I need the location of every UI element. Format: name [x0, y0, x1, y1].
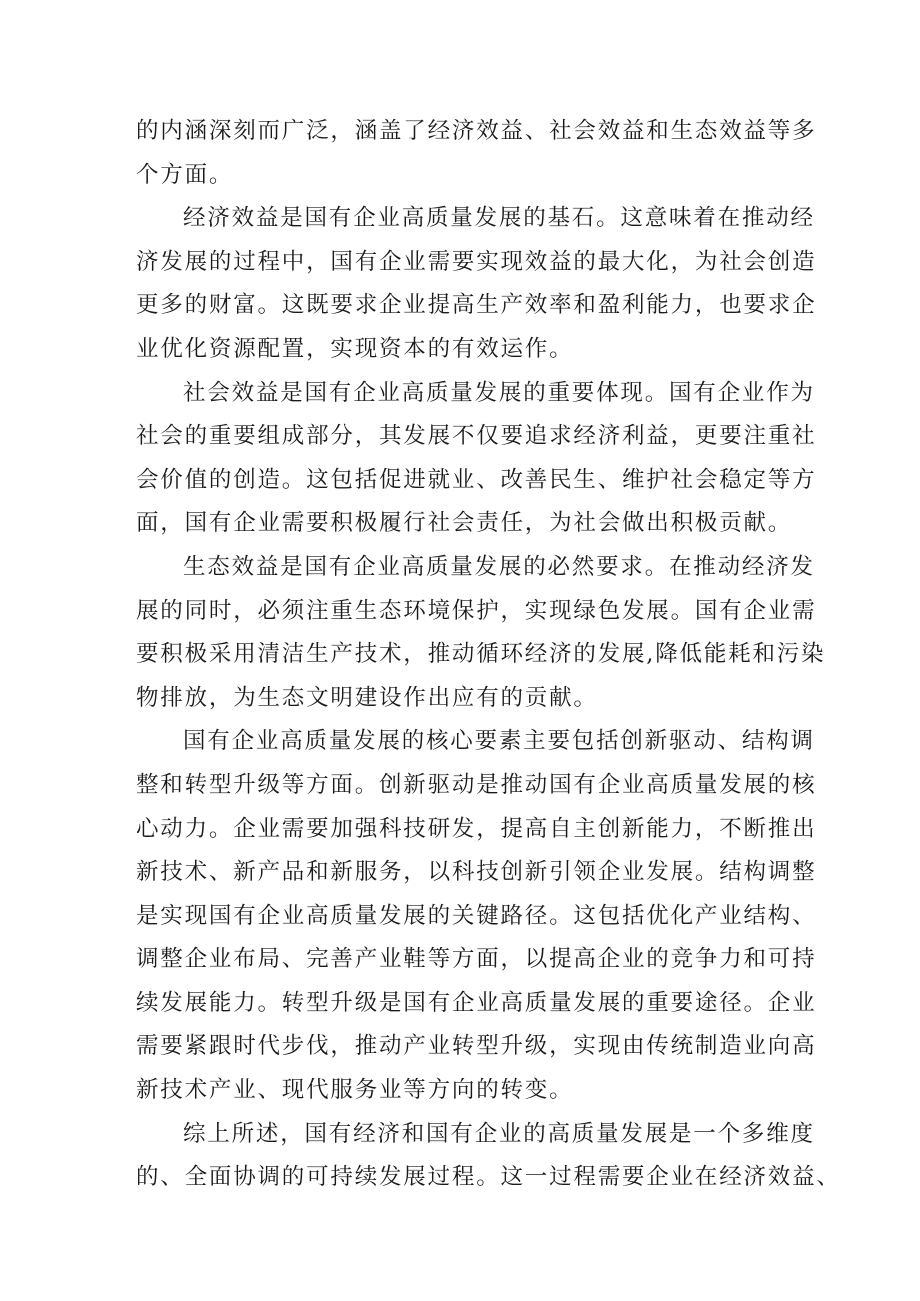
paragraph-2: [136, 197, 817, 371]
text-line: 调整企业布局、完善产业鞋等方面，以提高企业的竞争力和可持: [136, 946, 817, 973]
text-line: 社会效益是国有企业高质量发展的重要体现。国有企业作为: [183, 379, 815, 406]
text-line: 更多的财富。这既要求企业提高生产效率和盈利能力，也要求企: [136, 292, 817, 319]
paragraph-6: [136, 1113, 841, 1200]
paragraph-5: [136, 720, 817, 1112]
paragraph-3: [136, 372, 817, 546]
text-line: 综上所述，国有经济和国有企业的高质量发展是一个多维度: [183, 1120, 815, 1147]
text-line: 的内涵深刻而广泛，涵盖了经济效益、社会效益和生态效益等多: [136, 118, 817, 144]
document-body: [136, 110, 841, 1200]
text-line: 新技术、新产品和新服务，以科技创新引领企业发展。结构调整: [136, 859, 817, 886]
text-line: 会价值的创造。这包括促进就业、改善民生、维护社会稳定等方: [136, 466, 817, 493]
text-line: 物排放，为生态文明建设作出应有的贡献。: [136, 684, 598, 711]
paragraph-4: [136, 546, 826, 720]
text-line: 续发展能力。转型升级是国有企业高质量发展的重要途径。企业: [136, 989, 817, 1016]
text-line: 要积极采用清洁生产技术，推动循环经济的发展,降低能耗和污染: [136, 641, 826, 668]
text-line: 展的同时，必须注重生态环境保护，实现绿色发展。国有企业需: [136, 597, 817, 624]
text-line: 业优化资源配置，实现资本的有效运作。: [136, 335, 574, 362]
text-line: 心动力。企业需要加强科技研发，提高自主创新能力，不断推出: [136, 815, 817, 842]
text-line: 面，国有企业需要积极履行社会责任，为社会做出积极贡献。: [136, 510, 793, 537]
text-line: 的、全面协调的可持续发展过程。这一过程需要企业在经济效益、: [136, 1164, 841, 1191]
text-line: 是实现国有企业高质量发展的关键路径。这包括优化产业结构、: [136, 902, 817, 929]
text-line: 整和转型升级等方面。创新驱动是推动国有企业高质量发展的核: [136, 771, 817, 798]
text-line: 经济效益是国有企业高质量发展的基石。这意味着在推动经: [183, 205, 815, 232]
text-line: 生态效益是国有企业高质量发展的必然要求。在推动经济发: [183, 553, 815, 580]
text-line: 需要紧跟时代步伐，推动产业转型升级，实现由传统制造业向高: [136, 1033, 817, 1060]
text-line: 国有企业高质量发展的核心要素主要包括创新驱动、结构调: [183, 728, 815, 755]
text-line: 新技术产业、现代服务业等方向的转变。: [136, 1077, 574, 1104]
text-line: 个方面。: [136, 161, 234, 188]
text-line: 济发展的过程中，国有企业需要实现效益的最大化，为社会创造: [136, 248, 817, 275]
paragraph-1: [136, 110, 817, 197]
text-line: 社会的重要组成部分，其发展不仅要追求经济利益，更要注重社: [136, 423, 817, 450]
